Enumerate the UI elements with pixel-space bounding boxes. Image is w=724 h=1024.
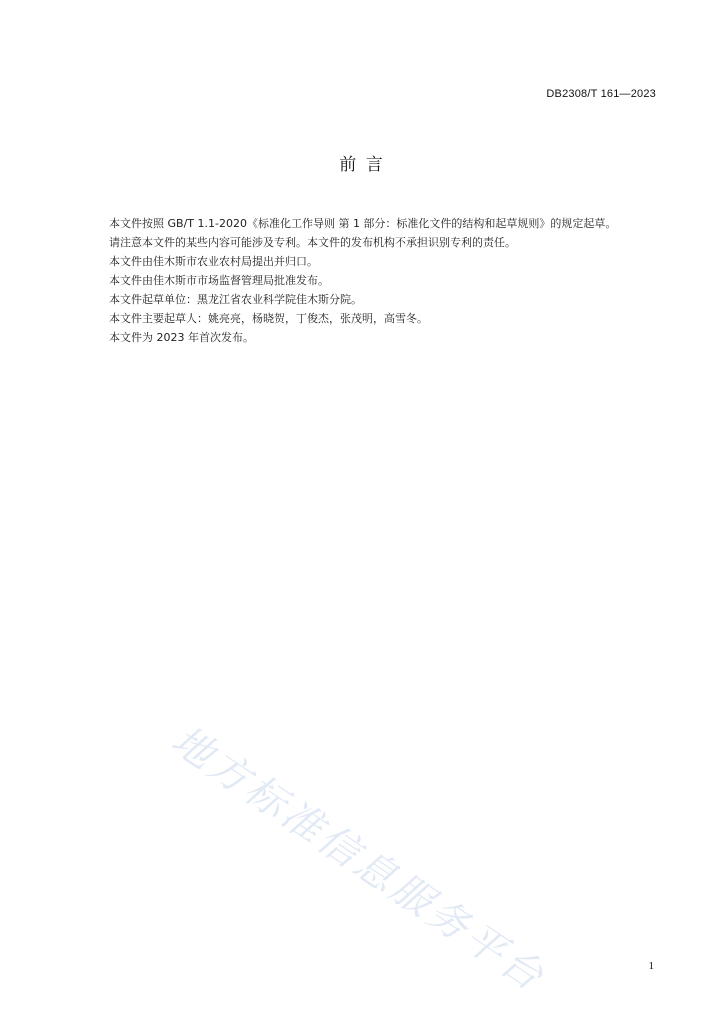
watermark: 地方标准信息服务平台 bbox=[163, 717, 554, 1002]
paragraph-first-release: 本文件为 2023 年首次发布。 bbox=[109, 331, 254, 344]
paragraph-proposer: 本文件由佳木斯市农业农村局提出并归口。 bbox=[109, 255, 318, 268]
document-code: DB2308/T 161—2023 bbox=[546, 88, 656, 100]
page-title: 前 言 bbox=[339, 155, 385, 175]
paragraph-drafting-unit: 本文件起草单位：黑龙江省农业科学院佳木斯分院。 bbox=[109, 293, 362, 306]
paragraph-patent-notice: 请注意本文件的某些内容可能涉及专利。本文件的发布机构不承担识别专利的责任。 bbox=[109, 236, 516, 249]
paragraph-drafters: 本文件主要起草人：姚亮亮，杨晓贺，丁俊杰，张茂明，高雪冬。 bbox=[109, 312, 428, 325]
page-number: 1 bbox=[648, 960, 654, 972]
document-body bbox=[87, 214, 659, 347]
paragraph-approver: 本文件由佳木斯市市场监督管理局批准发布。 bbox=[109, 274, 329, 287]
paragraph-standard-basis: 本文件按照 GB/T 1.1-2020《标准化工作导则 第 1 部分：标准化文件的结构和起草规则》的规定起草。 bbox=[109, 217, 617, 230]
